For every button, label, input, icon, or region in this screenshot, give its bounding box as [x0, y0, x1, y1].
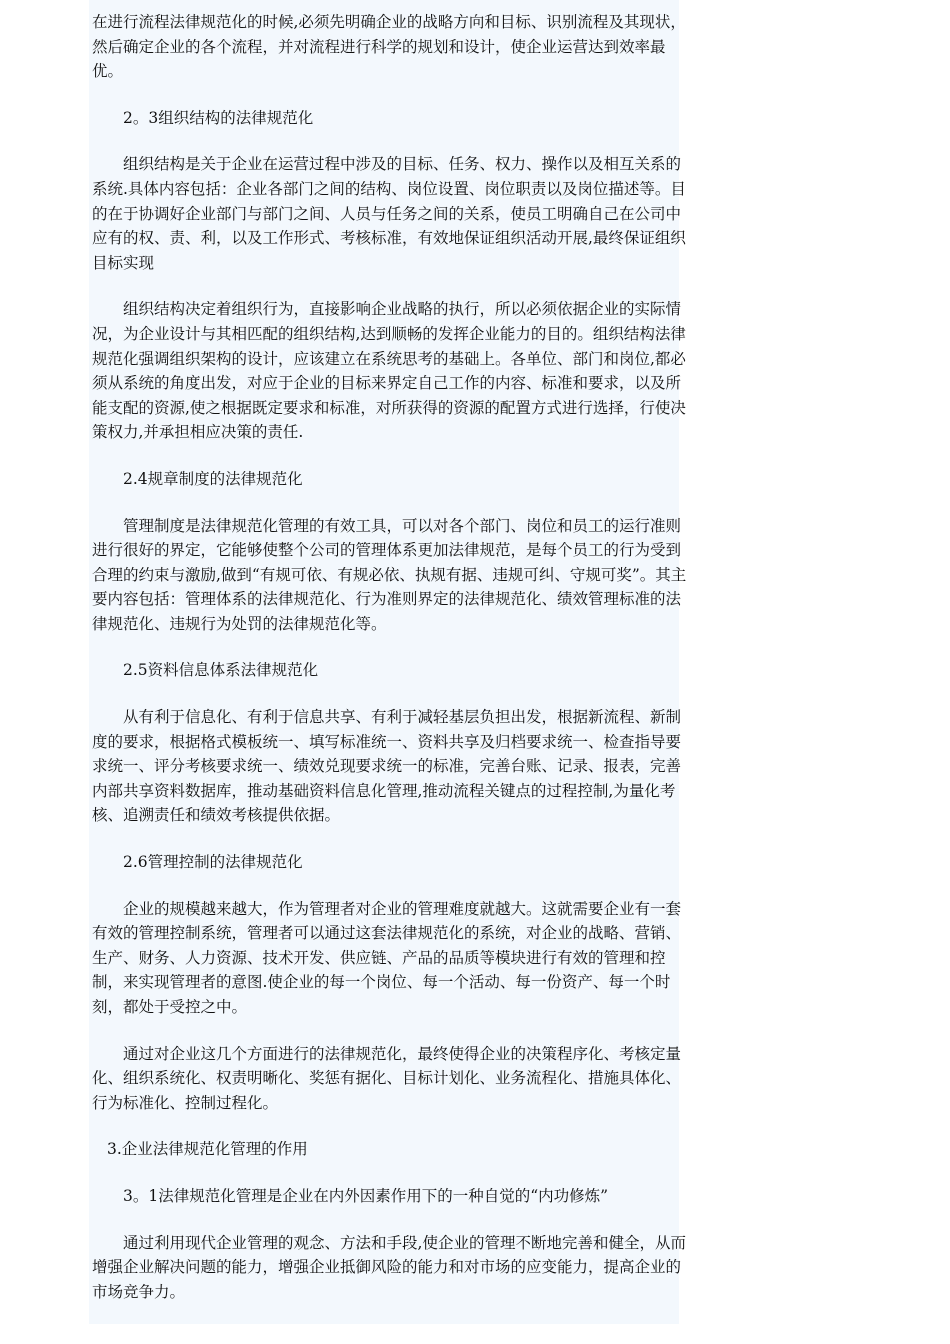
section-heading: 2。3组织结构的法律规范化 [123, 108, 314, 127]
document-page [89, 0, 687, 1324]
paragraph: 通过对企业这几个方面进行的法律规范化，最终使得企业的决策程序化、考核定量化、组织系统化、权责明晰化、奖惩有据化、目标计划化、业务流程化、措施具体化、行为标准化、控制过程化。 [92, 1044, 682, 1112]
section-heading: 2.5资料信息体系法律规范化 [123, 661, 319, 680]
paragraph: 通过利用现代企业管理的观念、方法和手段,使企业的管理不断地完善和健全，从而增强企业解决问题的能力，增强企业抵御风险的能力和对市场的应变能力，提高企业的市场竞争力。 [92, 1233, 686, 1301]
paragraph: 管理制度是法律规范化管理的有效工具，可以对各个部门、岗位和员工的运行准则进行很好的界定，它能够使整个公司的管理体系更加法律规范，是每个员工的行为受到合理的约束与激励,做到“有规可依、有规必依、执规有据、违规可纠、守规可奖”。其主要内容包括：管理体系的法律规范化、行为准则界定的法律规范化、绩效管理标准的法律规范化、违规行为处罚的法律规范化等。 [92, 516, 687, 633]
section-heading: 2.6管理控制的法律规范化 [123, 853, 303, 872]
paragraph: 企业的规模越来越大，作为管理者对企业的管理难度就越大。这就需要企业有一套有效的管理控制系统，管理者可以通过这套法律规范化的系统，对企业的战略、营销、生产、财务、人力资源、技术开发、供应链、产品的品质等模块进行有效的管理和控制，来实现管理者的意图.使企业的每一个岗位、每一个活动、每一份资产、每一个时刻，都处于受控之中。 [92, 899, 682, 1016]
paragraph: 组织结构决定着组织行为，直接影响企业战略的执行，所以必须依据企业的实际情况，为企业设计与其相匹配的组织结构,达到顺畅的发挥企业能力的目的。组织结构法律规范化强调组织架构的设计，应该建立在系统思考的基础上。各单位、部门和岗位,都必须从系统的角度出发，对应于企业的目标来界定自己工作的内容、标准和要求，以及所能支配的资源,使之根据既定要求和标准，对所获得的资源的配置方式进行选择，行使决策权力,并承担相应决策的责任. [92, 300, 686, 442]
section-heading: 2.4规章制度的法律规范化 [123, 469, 303, 488]
paragraph: 从有利于信息化、有利于信息共享、有利于减轻基层负担出发，根据新流程、新制度的要求，根据格式模板统一、填写标准统一、资料共享及归档要求统一、检查指导要求统一、评分考核要求统一、绩效兑现要求统一的标准，完善台账、记录、报表，完善内部共享资料数据库，推动基础资料信息化管理,推动流程关键点的过程控制,为量化考核、追溯责任和绩效考核提供依据。 [92, 708, 682, 825]
paragraph: 在进行流程法律规范化的时候,必须先明确企业的战略方向和目标、识别流程及其现状，然后确定企业的各个流程，并对流程进行科学的规划和设计，使企业运营达到效率最优。 [92, 13, 686, 81]
chapter-heading: 3.企业法律规范化管理的作用 [107, 1140, 308, 1159]
document-body [89, 10, 689, 1326]
paragraph: 组织结构是关于企业在运营过程中涉及的目标、任务、权力、操作以及相互关系的系统.具体内容包括：企业各部门之间的结构、岗位设置、岗位职责以及岗位描述等。目的在于协调好企业部门与部门之间、人员与任务之间的关系，使员工明确自己在公司中应有的权、责、利，以及工作形式、考核标准，有效地保证组织活动开展,最终保证组织目标实现 [92, 155, 686, 272]
section-heading: 3。1法律规范化管理是企业在内外因素作用下的一种自觉的“内功修炼” [123, 1186, 609, 1205]
